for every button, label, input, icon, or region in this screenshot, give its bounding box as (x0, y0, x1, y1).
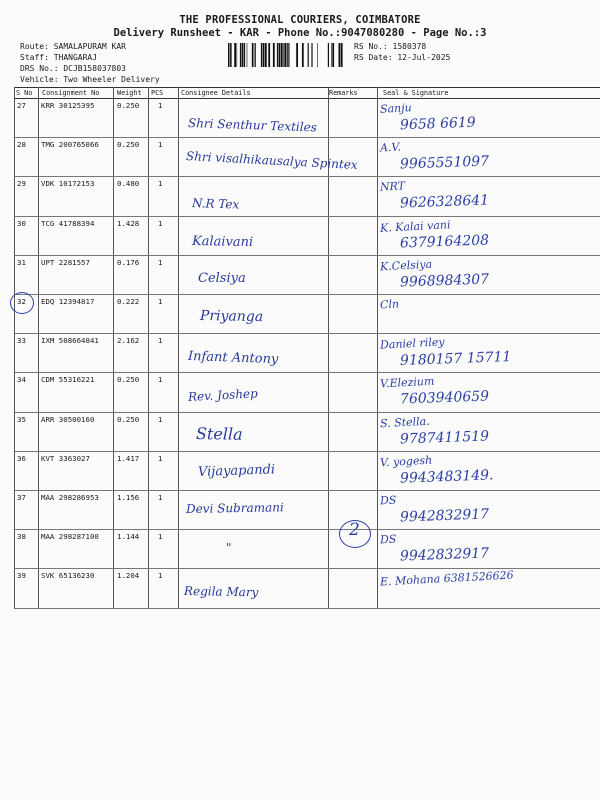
row-pcs: 1 (158, 140, 163, 150)
row-sno: 33 (17, 336, 26, 346)
row-weight: 0.250 (117, 375, 140, 385)
col-consignee: Consignee Details (181, 89, 251, 97)
staff-label: Staff: THANGARAJ (20, 53, 98, 62)
row-pcs: 1 (158, 218, 163, 228)
row-sno: 37 (17, 493, 26, 502)
row-consignee-handwritten: Infant Antony (187, 349, 279, 368)
row-sno: 28 (17, 140, 26, 150)
row-weight: 0.250 (117, 414, 140, 424)
row-consignee-handwritten: Devi Subramani (185, 500, 284, 516)
row-signature-phone: 9942832917 (399, 545, 490, 565)
row-consignee-handwritten: Stella (195, 423, 243, 444)
row-consignment-no: IXM 508664841 (41, 336, 99, 346)
row-sno: 35 (17, 414, 26, 424)
row-weight: 0.176 (117, 257, 140, 267)
row-consignee-handwritten: Priyanga (199, 308, 264, 326)
row-pcs: 1 (158, 336, 163, 346)
row-signature-name: V. yogesh (379, 453, 433, 470)
row-signature-phone: 6379164208 (399, 232, 490, 252)
row-pcs: 1 (158, 571, 163, 581)
row-consignment-no: ARR 30500160 (41, 414, 95, 424)
row-weight: 2.162 (117, 336, 140, 346)
row-consignment-no: CDM 55316221 (41, 375, 95, 385)
row-weight: 0.250 (117, 101, 140, 110)
row-signature-phone: 9943483149. (399, 467, 494, 487)
row-signature-name: K. Kalai vani (379, 217, 451, 235)
barcode-icon (228, 43, 346, 67)
row-consignment-no: MAA 298286953 (41, 493, 99, 502)
row-signature-phone: 9968984307 (399, 271, 490, 291)
row-sno: 29 (17, 179, 26, 189)
row-consignee-handwritten: Celsiya (198, 270, 246, 286)
row-weight: 1.156 (117, 493, 140, 502)
row-signature-name: DS (379, 493, 397, 508)
row-signature-name: K.Celsiya (379, 257, 433, 274)
row-signature-phone: 9180157 15711 (399, 349, 512, 370)
drs-number: DRS No.: DCJB158037803 (20, 64, 126, 73)
row-consignment-no: TMG 200765066 (41, 140, 99, 150)
row-sno: 27 (17, 101, 26, 110)
row-signature-phone: 7603940659 (399, 388, 490, 408)
row-signature-name: V.Elezium (379, 374, 435, 391)
row-consignee-handwritten: N.R Tex (191, 196, 240, 213)
company-title: THE PROFESSIONAL COURIERS, COIMBATORE (179, 14, 421, 26)
row-rule (14, 490, 600, 491)
row-signature-name: Sanju (379, 101, 413, 116)
row-signature-name: Daniel riley (379, 335, 445, 352)
row-weight: 0.480 (117, 179, 140, 189)
row-rule (14, 216, 600, 217)
col-remarks: Remarks (329, 89, 358, 97)
row-signature-phone: 9658 6619 (399, 114, 476, 134)
row-consignment-no: TCG 41788394 (41, 218, 95, 228)
row-sno: 32 (17, 297, 26, 306)
col-sno: S No (16, 89, 33, 97)
row-rule (14, 372, 600, 373)
row-signature-phone: 9626328641 (399, 192, 490, 212)
row-signature-phone: 9787411519 (399, 428, 490, 448)
row-consignment-no: KRR 30125395 (41, 101, 95, 110)
col-seal: Seal & Signature (383, 89, 449, 97)
route-label: Route: SAMALAPURAM KAR (20, 42, 126, 51)
circled-count: 2 (349, 520, 360, 540)
row-sno: 39 (17, 571, 26, 581)
row-signature-name: Cln (379, 297, 400, 312)
row-weight: 0.250 (117, 140, 140, 150)
row-consignment-no: EDQ 12394817 (41, 297, 95, 306)
row-signature-name: NRT (379, 179, 406, 195)
row-consignment-no: UPT 2281557 (41, 257, 90, 267)
row-sno: 36 (17, 453, 26, 463)
row-signature-name: DS (379, 532, 397, 547)
row-consignment-no: KVT 3363027 (41, 453, 90, 463)
row-consignee-handwritten: Rev. Joshep (187, 386, 259, 405)
row-rule (14, 137, 600, 138)
row-pcs: 1 (158, 493, 163, 502)
circled-row-mark (10, 292, 34, 314)
table-top-rule (14, 87, 600, 88)
row-consignee-handwritten: Regila Mary (183, 584, 259, 600)
col-consignment: Consignment No (42, 89, 100, 97)
row-consignment-no: MAA 298287100 (41, 532, 99, 542)
row-rule (14, 294, 600, 295)
row-weight: 1.428 (117, 218, 140, 228)
row-weight: 1.144 (117, 532, 140, 542)
row-rule (14, 451, 600, 452)
row-sno: 38 (17, 532, 26, 542)
row-pcs: 1 (158, 375, 163, 385)
row-consignee-handwritten: Kalaivani (191, 233, 254, 250)
row-signature-name: E. Mohana 6381526626 (379, 568, 514, 589)
rs-date: RS Date: 12-Jul-2025 (354, 53, 451, 62)
row-rule (14, 333, 600, 334)
row-consignment-no: VDK 10172153 (41, 179, 95, 189)
rs-number: RS No.: 1580378 (354, 42, 427, 51)
header-bottom-rule (14, 98, 600, 99)
runsheet-subtitle: Delivery Runsheet - KAR - Phone No.:9047080280 - Page No.:3 (113, 27, 487, 39)
row-pcs: 1 (158, 414, 163, 424)
row-consignment-no: SVK 65136230 (41, 571, 95, 581)
row-rule (14, 255, 600, 256)
row-rule (14, 176, 600, 177)
row-signature-name: S. Stella. (379, 414, 431, 430)
row-sno: 34 (17, 375, 26, 385)
row-rule (14, 412, 600, 413)
row-weight: 0.222 (117, 297, 140, 306)
row-sno: 31 (17, 257, 26, 267)
row-signature-name: A.V. (379, 140, 402, 155)
row-consignee-handwritten: " (226, 541, 232, 556)
row-pcs: 1 (158, 101, 163, 110)
row-pcs: 1 (158, 257, 163, 267)
row-consignee-handwritten: Shri Senthur Textiles (187, 116, 318, 135)
row-signature-phone: 9965551097 (399, 153, 490, 173)
col-weight: Weight (117, 89, 142, 97)
row-pcs: 1 (158, 532, 163, 542)
row-pcs: 1 (158, 179, 163, 189)
row-pcs: 1 (158, 297, 163, 306)
row-pcs: 1 (158, 453, 163, 463)
col-pcs: PCS (151, 89, 164, 97)
row-signature-phone: 9942832917 (399, 506, 490, 526)
row-consignee-handwritten: Vijayapandi (197, 462, 276, 480)
row-rule (14, 608, 600, 609)
vehicle-label: Vehicle: Two Wheeler Delivery (20, 75, 160, 84)
row-weight: 1.204 (117, 571, 140, 581)
row-sno: 30 (17, 218, 26, 228)
row-rule (14, 529, 600, 530)
row-consignee-handwritten: Shri visalhikausalya Spintex (185, 149, 359, 173)
row-weight: 1.417 (117, 453, 140, 463)
